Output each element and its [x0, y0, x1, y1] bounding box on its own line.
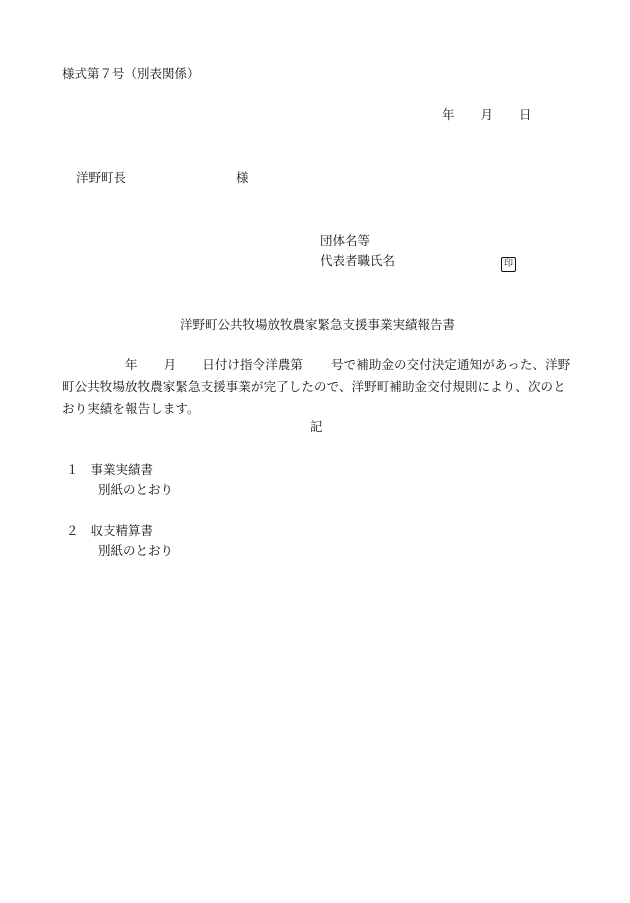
item-1-number: １	[66, 462, 79, 477]
body-month: 月	[163, 357, 177, 372]
date-day: 日	[519, 107, 532, 122]
date-month: 月	[480, 107, 494, 122]
item-2-number: ２	[66, 523, 79, 538]
representative-line	[320, 253, 516, 272]
representative-label: 代表者職氏名	[320, 253, 396, 268]
seal-mark: 印	[501, 257, 516, 272]
item-1-detail: 別紙のとおり	[98, 482, 174, 497]
org-label: 団体名等	[320, 233, 371, 248]
body-paragraph	[62, 354, 572, 420]
date-line	[442, 107, 532, 123]
item-2	[66, 523, 153, 539]
body-text-1: 日付け指令洋農第	[202, 357, 304, 372]
item-2-detail: 別紙のとおり	[98, 543, 174, 558]
body-text-2: 号で補助金の交付決定通知があった、洋野町公共牧場放牧農家緊急支援事業が完了したので、洋野町補助金交付規則により、次のとおり実績を報告します。	[62, 357, 571, 416]
ki-marker: 記	[310, 419, 323, 434]
item-1-title: 事業実績書	[90, 462, 154, 477]
addressee-name: 洋野町長	[76, 170, 127, 185]
item-1	[66, 462, 153, 478]
item-2-title: 収支精算書	[90, 523, 154, 538]
addressee-line	[76, 170, 249, 186]
addressee-honorific: 様	[236, 170, 249, 185]
document-title: 洋野町公共牧場放牧農家緊急支援事業実績報告書	[180, 317, 456, 332]
body-year: 年	[125, 357, 138, 372]
date-year: 年	[442, 107, 455, 122]
form-number: 様式第７号（別表関係）	[62, 66, 200, 81]
